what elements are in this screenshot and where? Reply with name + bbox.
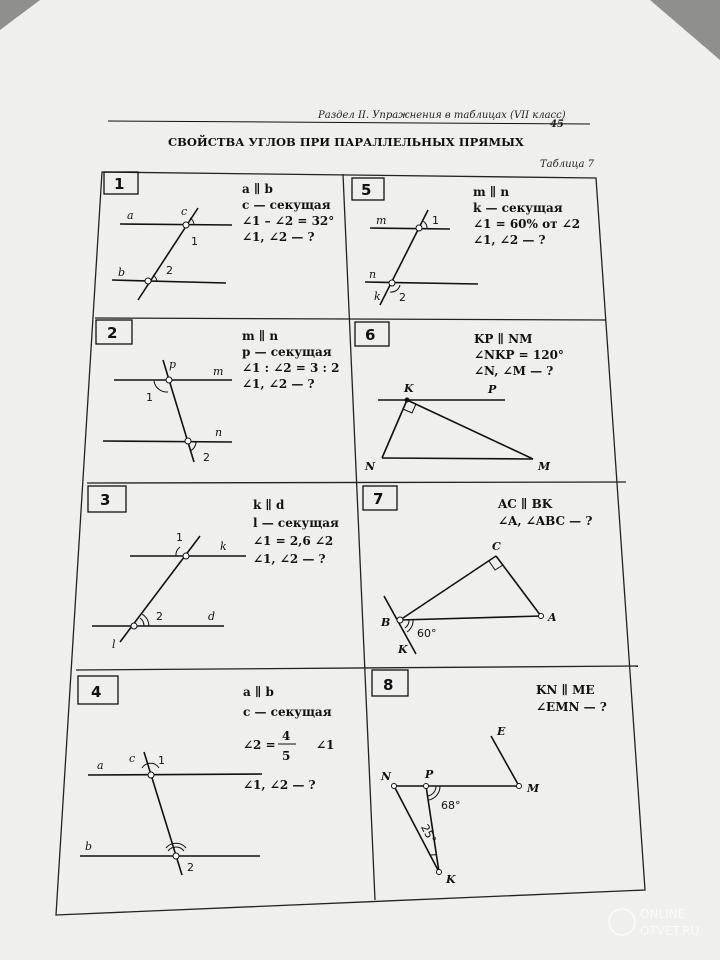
- svg-text:m: m: [213, 365, 224, 378]
- svg-text:∠1 = 60% от ∠2: ∠1 = 60% от ∠2: [473, 217, 581, 231]
- svg-text:k — секущая: k — секущая: [473, 201, 563, 215]
- svg-text:1: 1: [191, 235, 198, 248]
- svg-text:∠EMN — ?: ∠EMN — ?: [536, 700, 607, 714]
- svg-text:∠1, ∠2 — ?: ∠1, ∠2 — ?: [242, 230, 315, 244]
- svg-text:n: n: [369, 268, 377, 281]
- svg-text:1: 1: [158, 754, 165, 767]
- svg-text:a: a: [127, 209, 134, 222]
- svg-text:∠1: ∠1: [316, 738, 335, 752]
- svg-text:m ∥ n: m ∥ n: [242, 329, 279, 343]
- svg-text:B: B: [381, 616, 391, 629]
- table-label: Таблица 7: [540, 159, 595, 170]
- svg-text:∠A, ∠ABC — ?: ∠A, ∠ABC — ?: [498, 514, 593, 528]
- svg-text:M: M: [527, 782, 540, 795]
- svg-text:k ∥ d: k ∥ d: [253, 498, 285, 512]
- svg-text:k: k: [220, 540, 227, 553]
- fraction-numerator: 4: [282, 729, 291, 743]
- svg-text:c — секущая: c — секущая: [242, 198, 331, 212]
- main-title: СВОЙСТВА УГЛОВ ПРИ ПАРАЛЛЕЛЬНЫХ ПРЯМЫХ: [168, 135, 524, 149]
- svg-text:3: 3: [100, 491, 111, 509]
- task-number: 1: [114, 175, 125, 193]
- svg-text:KN ∥ ME: KN ∥ ME: [536, 683, 595, 697]
- svg-text:25°: 25°: [418, 822, 439, 846]
- svg-text:ONLINE: ONLINE: [640, 907, 686, 921]
- svg-text:A: A: [548, 611, 557, 624]
- svg-text:AC ∥ BK: AC ∥ BK: [498, 497, 553, 511]
- svg-text:E: E: [497, 725, 506, 738]
- svg-text:M: M: [538, 460, 551, 473]
- svg-text:1: 1: [146, 391, 153, 404]
- svg-text:P: P: [488, 383, 497, 396]
- svg-text:∠1 : ∠2 = 3 : 2: ∠1 : ∠2 = 3 : 2: [242, 361, 340, 375]
- svg-text:∠1, ∠2 — ?: ∠1, ∠2 — ?: [253, 552, 326, 566]
- svg-text:n: n: [215, 426, 223, 439]
- svg-text:∠1, ∠2 — ?: ∠1, ∠2 — ?: [473, 233, 546, 247]
- svg-text:2: 2: [107, 324, 118, 342]
- svg-text:∠N, ∠M — ?: ∠N, ∠M — ?: [474, 364, 554, 378]
- svg-text:4: 4: [91, 683, 102, 701]
- svg-text:c — секущая: c — секущая: [243, 705, 332, 719]
- svg-text:c: c: [181, 205, 188, 218]
- svg-text:m ∥ n: m ∥ n: [473, 185, 510, 199]
- svg-text:K: K: [446, 873, 456, 886]
- svg-text:a ∥ b: a ∥ b: [242, 182, 273, 196]
- svg-text:60°: 60°: [417, 627, 437, 640]
- running-title: Раздел II. Упражнения в таблицах (VII класс): [318, 110, 566, 121]
- svg-text:68°: 68°: [441, 799, 461, 812]
- svg-text:∠1, ∠2 — ?: ∠1, ∠2 — ?: [243, 778, 316, 792]
- svg-text:K: K: [398, 643, 408, 656]
- svg-text:∠2 =: ∠2 =: [243, 738, 276, 752]
- svg-text:KP ∥ NM: KP ∥ NM: [474, 332, 533, 346]
- svg-text:m: m: [376, 214, 387, 227]
- svg-text:8: 8: [383, 676, 394, 694]
- svg-text:l: l: [112, 638, 116, 651]
- svg-text:b: b: [118, 266, 126, 279]
- svg-text:d: d: [208, 610, 216, 623]
- svg-text:∠1, ∠2 — ?: ∠1, ∠2 — ?: [242, 377, 315, 391]
- svg-text:p — секущая: p — секущая: [242, 345, 332, 359]
- svg-text:K: K: [404, 382, 414, 395]
- svg-text:∠1 = 2,6 ∠2: ∠1 = 2,6 ∠2: [253, 534, 334, 548]
- svg-text:2: 2: [156, 610, 163, 623]
- svg-text:N: N: [381, 770, 392, 783]
- svg-text:7: 7: [373, 490, 384, 508]
- svg-text:C: C: [492, 540, 501, 553]
- svg-text:k: k: [374, 290, 381, 303]
- svg-text:2: 2: [203, 451, 210, 464]
- svg-text:2: 2: [399, 291, 406, 304]
- fraction-denominator: 5: [282, 749, 291, 763]
- svg-text:2: 2: [187, 861, 194, 874]
- svg-text:a ∥ b: a ∥ b: [243, 685, 274, 699]
- page-number: 45: [550, 119, 564, 130]
- svg-text:P: P: [425, 768, 434, 781]
- svg-text:p: p: [169, 358, 177, 371]
- svg-text:a: a: [97, 759, 104, 772]
- svg-text:6: 6: [365, 326, 376, 344]
- svg-text:N: N: [365, 460, 376, 473]
- svg-text:c: c: [129, 752, 136, 765]
- svg-text:b: b: [85, 840, 93, 853]
- svg-text:l — секущая: l — секущая: [253, 516, 339, 530]
- svg-text:1: 1: [176, 531, 183, 544]
- svg-text:OTVET.RU: OTVET.RU: [640, 924, 700, 938]
- svg-text:5: 5: [361, 181, 372, 199]
- svg-text:∠NKP = 120°: ∠NKP = 120°: [474, 348, 564, 362]
- svg-text:∠1 – ∠2 = 32°: ∠1 – ∠2 = 32°: [242, 214, 335, 228]
- svg-text:1: 1: [432, 214, 439, 227]
- svg-text:2: 2: [166, 264, 173, 277]
